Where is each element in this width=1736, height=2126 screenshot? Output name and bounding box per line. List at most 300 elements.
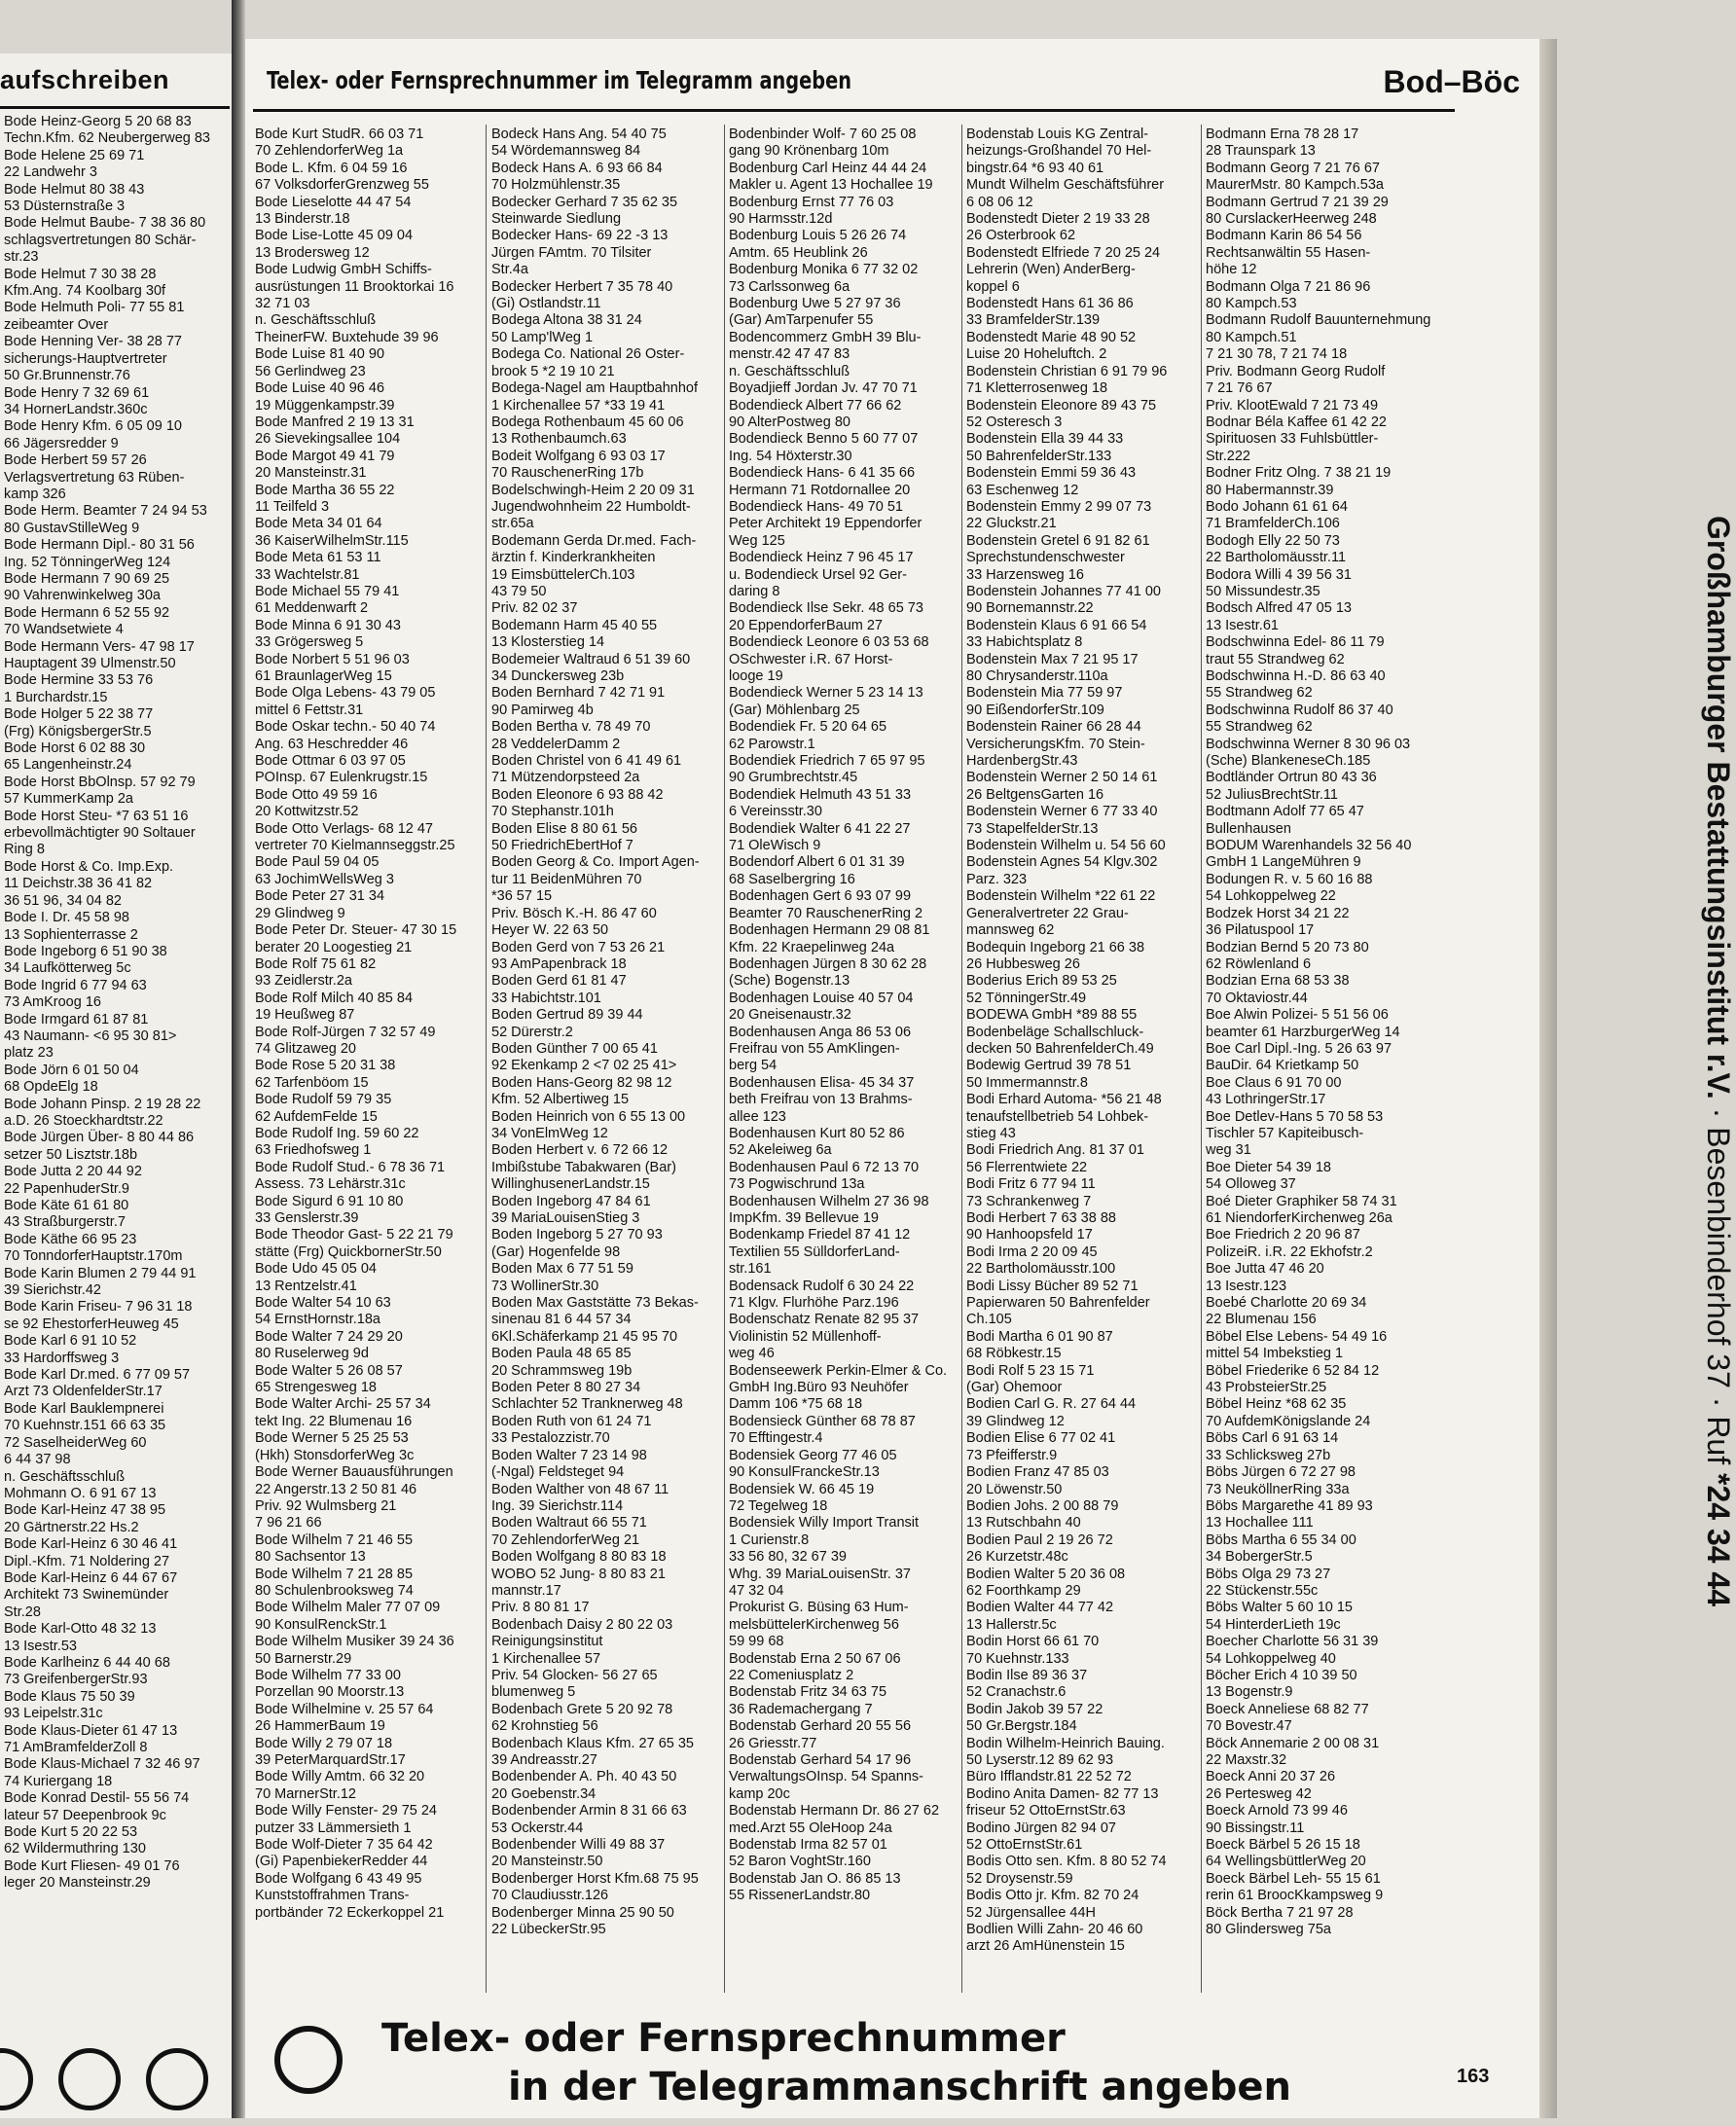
directory-entry-line: gang 90 Krönenbarg 10m: [729, 143, 889, 160]
directory-entry-line: Bodenbeläge Schallschluck-: [966, 1024, 1144, 1040]
directory-entry-line: Boe Dieter 54 39 18: [1206, 1159, 1331, 1175]
directory-entry-line: 33 Schlicksweg 27b: [1206, 1447, 1331, 1463]
directory-entry-line: Boebé Charlotte 20 69 34: [1206, 1295, 1367, 1312]
directory-entry-line: Bode Hermann 7 90 69 25: [4, 570, 170, 587]
directory-entry-line: Textilien 55 SülldorferLand-: [729, 1243, 900, 1260]
directory-entry-line: 13 Hallerstr.5c: [966, 1616, 1057, 1633]
directory-entry-line: 22 Comeniusplatz 2: [729, 1667, 854, 1683]
directory-entry-line: Bodo Johann 61 61 64: [1206, 498, 1348, 515]
directory-entry-line: Boe Detlev-Hans 5 70 58 53: [1206, 1108, 1384, 1125]
directory-entry-line: rerin 61 BroocKkampsweg 9: [1206, 1888, 1384, 1904]
directory-entry-line: Bodenstein Max 7 21 95 17: [966, 651, 1139, 667]
directory-entry-line: Bode Wilhelm 77 33 00: [255, 1667, 401, 1683]
directory-entry-line: Kunststoffrahmen Trans-: [255, 1888, 410, 1904]
directory-entry-line: Bodenstedt Elfriede 7 20 25 24: [966, 244, 1161, 261]
directory-entry-line: 90 Vahrenwinkelweg 30a: [4, 588, 161, 604]
directory-entry-line: 70 Holzmühlenstr.35: [491, 177, 621, 194]
directory-entry-line: beamter 61 HarzburgerWeg 14: [1206, 1024, 1400, 1040]
directory-entry-line: Bodi Lissy Bücher 89 52 71: [966, 1278, 1139, 1294]
book-gutter: [232, 0, 245, 2118]
directory-entry-line: Bode Karl-Heinz 6 30 46 41: [4, 1536, 178, 1553]
directory-entry-line: Bode Theodor Gast- 5 22 21 79: [255, 1227, 453, 1243]
directory-entry-line: 33 Habichtstr.101: [491, 990, 601, 1006]
directory-entry-line: Böbs Martha 6 55 34 00: [1206, 1531, 1356, 1548]
directory-entry-line: Boden Heinrich von 6 55 13 00: [491, 1108, 686, 1125]
directory-entry-line: 29 Glindweg 9: [255, 905, 345, 921]
directory-entry-line: Damm 106 *75 68 18: [729, 1396, 863, 1413]
directory-entry-line: 19 Müggenkampstr.39: [255, 397, 395, 414]
directory-entry-line: tekt Ing. 22 Blumenau 16: [255, 1413, 413, 1429]
directory-entry-line: 68 Röbkestr.15: [966, 1346, 1062, 1362]
directory-entry-line: Whg. 39 MariaLouisenStr. 37: [729, 1566, 911, 1582]
directory-entry-line: Boden Georg & Co. Import Agen-: [491, 854, 700, 871]
directory-entry-line: 55 Strandweg 62: [1206, 685, 1313, 702]
directory-entry-line: 13 Isestr.53: [4, 1638, 77, 1654]
directory-entry-line: 28 VeddelerDamm 2: [491, 736, 621, 752]
directory-entry-line: 61 BraunlagerWeg 15: [255, 668, 392, 684]
directory-entry-line: 71 OleWisch 9: [729, 838, 821, 854]
directory-entry-line: Böbs Jürgen 6 72 27 98: [1206, 1464, 1356, 1481]
directory-entry-line: Bode Horst Steu- *7 63 51 16: [4, 808, 189, 824]
directory-entry-line: Boe Carl Dipl.-Ing. 5 26 63 97: [1206, 1040, 1392, 1057]
directory-entry-line: Bodzian Erna 68 53 38: [1206, 973, 1350, 990]
directory-entry-line: n. Geschäftsschluß: [255, 312, 377, 329]
directory-entry-line: (Hkh) StonsdorferWeg 3c: [255, 1447, 415, 1463]
directory-entry-line: 56 Flerrentwiete 22: [966, 1159, 1088, 1175]
directory-entry-line: weg 46: [729, 1346, 775, 1362]
directory-entry-line: Bodenstab Louis KG Zentral-: [966, 126, 1148, 142]
directory-entry-line: 52 Dürerstr.2: [491, 1024, 573, 1040]
directory-entry-line: 33 Hardorffsweg 3: [4, 1350, 120, 1366]
directory-entry-line: 73 WollinerStr.30: [491, 1278, 599, 1294]
directory-entry-line: Bode Wilhelmine v. 25 57 64: [255, 1701, 434, 1717]
directory-entry-line: berater 20 Loogestieg 21: [255, 939, 413, 955]
directory-entry-line: Bode Irmgard 61 87 81: [4, 1011, 149, 1027]
directory-entry-line: Boe Alwin Polizei- 5 51 56 06: [1206, 1007, 1389, 1024]
directory-entry-line: heizungs-Großhandel 70 Hel-: [966, 143, 1152, 160]
directory-entry-line: tenaufstellbetrieb 54 Lohbek-: [966, 1108, 1149, 1125]
directory-entry-line: 71 Kletterrosenweg 18: [966, 380, 1108, 397]
directory-entry-line: mannstr.17: [491, 1582, 561, 1599]
right-page: [245, 39, 1736, 2118]
directory-entry-line: Bodenstab Gerhard 20 55 56: [729, 1718, 912, 1735]
directory-entry-line: 52 Droysenstr.59: [966, 1870, 1073, 1887]
directory-entry-line: Boden Gerd 61 81 47: [491, 973, 627, 990]
directory-entry-line: Bodschwinna Rudolf 86 37 40: [1206, 702, 1393, 718]
directory-entry-line: 13 Bogenstr.9: [1206, 1684, 1293, 1701]
directory-entry-line: Bodenhausen Anga 86 53 06: [729, 1024, 912, 1040]
directory-entry-line: Bodino Jürgen 82 94 07: [966, 1820, 1116, 1836]
directory-entry-line: 50 Gr.Bergstr.184: [966, 1718, 1077, 1735]
directory-entry-line: Bode Hermine 33 53 76: [4, 672, 154, 689]
directory-entry-line: Bodmann Karin 86 54 56: [1206, 228, 1362, 244]
directory-entry-line: Bodecker Gerhard 7 35 62 35: [491, 194, 678, 210]
directory-entry-line: mannsweg 62: [966, 922, 1055, 939]
directory-entry-line: 47 32 04: [729, 1582, 784, 1599]
directory-entry-line: Bode Werner Bauausführungen: [255, 1464, 453, 1481]
directory-entry-line: Bodsch Alfred 47 05 13: [1206, 600, 1352, 617]
directory-entry-line: Bodensiek Georg 77 46 05: [729, 1447, 897, 1463]
directory-entry-line: Bodenhausen Paul 6 72 13 70: [729, 1159, 920, 1175]
directory-entry-line: 26 HammerBaum 19: [255, 1718, 385, 1735]
directory-entry-line: 70 Oktaviostr.44: [1206, 990, 1308, 1006]
directory-entry-line: Bodendiek Fr. 5 20 64 65: [729, 719, 887, 736]
directory-entry-line: Bodschwinna Werner 8 30 96 03: [1206, 736, 1411, 752]
directory-entry-line: 33 Harzensweg 16: [966, 566, 1084, 583]
directory-entry-line: daring 8: [729, 583, 780, 599]
directory-entry-line: Luise 20 Hoheluftch. 2: [966, 346, 1107, 363]
directory-entry-line: Bode Luise 81 40 90: [255, 346, 385, 363]
directory-entry-line: Mohmann O. 6 91 67 13: [4, 1485, 157, 1501]
directory-entry-line: platz 23: [4, 1045, 54, 1062]
directory-entry-line: Bode Karl 6 91 10 52: [4, 1333, 137, 1350]
directory-entry-line: decken 50 BahrenfelderCh.49: [966, 1040, 1154, 1057]
directory-entry-line: 50 Barnerstr.29: [255, 1650, 352, 1667]
directory-entry-line: Bodendorf Albert 6 01 31 39: [729, 854, 905, 871]
directory-entry-line: Bode Horst 6 02 88 30: [4, 740, 146, 757]
directory-entry-line: u. Bodendieck Ursel 92 Ger-: [729, 566, 907, 583]
directory-entry-line: Bodien Elise 6 77 02 41: [966, 1430, 1116, 1447]
directory-entry-line: 13 Isestr.61: [1206, 617, 1279, 633]
directory-entry-line: Böbel Else Lebens- 54 49 16: [1206, 1328, 1388, 1345]
directory-entry-line: Boderius Erich 89 53 25: [966, 973, 1117, 990]
directory-entry-line: 90 KonsulRenckStr.1: [255, 1616, 387, 1633]
directory-entry-line: Techn.Kfm. 62 Neubergerweg 83: [4, 130, 210, 147]
directory-entry-line: str.161: [729, 1261, 772, 1278]
directory-entry-line: 54 Lohkoppelweg 40: [1206, 1650, 1336, 1667]
directory-entry-line: Bodenhagen Louise 40 57 04: [729, 990, 914, 1006]
directory-entry-line: 90 Bissingstr.11: [1206, 1820, 1305, 1836]
directory-entry-line: Bode Wilhelm 7 21 46 55: [255, 1531, 414, 1548]
directory-entry-line: 39 Andreasstr.27: [491, 1752, 597, 1768]
directory-entry-line: Bode Henning Ver- 38 28 77: [4, 334, 182, 350]
directory-entry-line: Kfm. 22 Kraepelinweg 24a: [729, 939, 895, 955]
directory-entry-line: Prokurist G. Büsing 63 Hum-: [729, 1600, 909, 1616]
directory-entry-line: Schlachter 52 Tranknerweg 48: [491, 1396, 683, 1413]
directory-entry-line: Boden Walter 7 23 14 98: [491, 1447, 647, 1463]
directory-entry-line: 52 Cranachstr.6: [966, 1684, 1067, 1701]
directory-entry-line: 43 79 50: [491, 583, 547, 599]
directory-entry-line: WillinghusenerLandstr.15: [491, 1176, 650, 1193]
directory-entry-line: 22 Stückenstr.55c: [1206, 1582, 1319, 1599]
directory-entry-line: 52 Baron VoghtStr.160: [729, 1854, 871, 1870]
directory-entry-line: Bodenbach Grete 5 20 92 78: [491, 1701, 673, 1717]
directory-entry-line: zeibeamter Over: [4, 316, 109, 333]
directory-entry-line: erbevollmächtigter 90 Soltauer: [4, 825, 196, 842]
directory-entry-line: Boé Dieter Graphiker 58 74 31: [1206, 1193, 1397, 1209]
directory-entry-line: Bode Karl-Heinz 47 38 95: [4, 1502, 166, 1519]
directory-entry-line: 74 Glitzaweg 20: [255, 1040, 356, 1057]
directory-entry-line: Bode Herbert 59 57 26: [4, 452, 147, 469]
directory-entry-line: 80 Sachsentor 13: [255, 1549, 366, 1566]
directory-entry-line: Bodega Altona 38 31 24: [491, 312, 642, 329]
directory-entry-line: 50 BahrenfelderStr.133: [966, 448, 1112, 464]
directory-entry-line: Bodenstab Irma 82 57 01: [729, 1837, 887, 1854]
directory-entry-line: Mundt Wilhelm Geschäftsführer: [966, 177, 1165, 194]
directory-entry-line: Bode Henry Kfm. 6 05 09 10: [4, 418, 182, 435]
directory-entry-line: Bode Willy 2 79 07 18: [255, 1735, 393, 1751]
directory-entry-line: ärztin f. Kinderkrankheiten: [491, 550, 656, 566]
directory-entry-line: traut 55 Strandweg 62: [1206, 651, 1345, 667]
page-header-title: Telex- oder Fernsprechnummer im Telegramm angeben: [267, 66, 852, 94]
directory-entry-line: Boden Wolfgang 8 80 83 18: [491, 1549, 667, 1566]
directory-entry-line: Bodenstein Agnes 54 Klgv.302: [966, 854, 1158, 871]
directory-entry-line: Priv. KlootEwald 7 21 73 49: [1206, 397, 1379, 414]
directory-entry-line: Bodenstein Klaus 6 91 66 54: [966, 617, 1147, 633]
directory-entry-line: Bode Manfred 2 19 13 31: [255, 414, 415, 430]
directory-entry-line: Kfm. 52 Albertiweg 15: [491, 1092, 630, 1108]
directory-entry-line: (Gar) AmTarpenufer 55: [729, 312, 874, 329]
directory-entry-line: Bode Willy Amtm. 66 32 20: [255, 1769, 425, 1785]
directory-entry-line: 33 Wachtelstr.81: [255, 566, 360, 583]
directory-entry-line: PolizeiR. i.R. 22 Ekhofstr.2: [1206, 1243, 1373, 1260]
directory-entry-line: 22 Landwehr 3: [4, 164, 97, 181]
directory-entry-line: Str.28: [4, 1604, 41, 1620]
directory-entry-line: Boeck Anneliese 68 82 77: [1206, 1701, 1369, 1717]
directory-entry-line: Bodenburg Carl Heinz 44 44 24: [729, 160, 927, 176]
directory-entry-line: MaurerMstr. 80 Kampch.53a: [1206, 177, 1384, 194]
directory-entry-line: 65 Langenheinstr.24: [4, 757, 132, 774]
directory-entry-line: putzer 33 Lämmersieth 1: [255, 1820, 412, 1836]
directory-entry-line: 80 Schulenbrooksweg 74: [255, 1582, 414, 1599]
directory-entry-line: Bode Karl Dr.med. 6 77 09 57: [4, 1367, 191, 1384]
directory-entry-line: 39 Sierichstr.42: [4, 1282, 101, 1299]
directory-entry-line: bingstr.64 *6 93 40 61: [966, 160, 1104, 176]
directory-entry-line: sicherungs-Hauptvertreter: [4, 350, 167, 367]
directory-entry-line: 61 NiendorferKirchenweg 26a: [1206, 1210, 1392, 1226]
directory-column-5: [1206, 126, 1435, 1938]
directory-entry-line: Bode Udo 45 05 04: [255, 1261, 377, 1278]
directory-entry-line: OSchwester i.R. 67 Horst-: [729, 651, 893, 667]
directory-entry-line: Ang. 63 Heschredder 46: [255, 736, 409, 752]
directory-entry-line: Boden Bertha v. 78 49 70: [491, 719, 651, 736]
directory-entry-line: 90 Bornemannstr.22: [966, 600, 1094, 617]
directory-entry-line: Boden Elise 8 80 61 56: [491, 820, 637, 837]
directory-entry-line: Bodencommerz GmbH 39 Blu-: [729, 329, 922, 345]
directory-entry-line: Bodmann Georg 7 21 76 67: [1206, 160, 1380, 176]
directory-entry-line: Bodequin Ingeborg 21 66 38: [966, 939, 1145, 955]
directory-entry-line: Böbel Friederike 6 52 84 12: [1206, 1362, 1380, 1379]
directory-entry-line: Bodora Willi 4 39 56 31: [1206, 566, 1352, 583]
directory-entry-line: menstr.42 47 47 83: [729, 346, 850, 363]
directory-entry-line: Bodecker Hans- 69 22 -3 13: [491, 228, 669, 244]
directory-entry-line: Boden Herbert v. 6 72 66 12: [491, 1142, 669, 1159]
directory-entry-line: Tischler 57 Kapiteibusch-: [1206, 1125, 1364, 1141]
directory-entry-line: 33 Pestalozzistr.70: [491, 1430, 610, 1447]
directory-entry-line: Bode Hermann Vers- 47 98 17: [4, 638, 195, 655]
directory-entry-line: Bodschwinna Edel- 86 11 79: [1206, 634, 1385, 651]
directory-entry-line: mittel 6 Fettstr.31: [255, 702, 364, 718]
directory-entry-line: Bode Karl-Heinz 6 44 67 67: [4, 1569, 178, 1586]
directory-entry-line: 90 Grumbrechtstr.45: [729, 770, 858, 786]
directory-entry-line: 73 GreifenbergerStr.93: [4, 1672, 148, 1688]
directory-entry-line: a.D. 26 Stoeckhardtstr.22: [4, 1112, 163, 1129]
directory-entry-line: HardenbergStr.43: [966, 753, 1078, 770]
directory-entry-line: 43 Straßburgerstr.7: [4, 1214, 126, 1231]
page-header-range: Bod–Böc: [1383, 64, 1520, 99]
directory-entry-line: Bodendieck Benno 5 60 77 07: [729, 431, 919, 448]
directory-entry-line: Bodmann Olga 7 21 86 96: [1206, 278, 1371, 295]
directory-entry-line: 13 Klosterstieg 14: [491, 634, 605, 651]
directory-entry-line: 26 Griesstr.77: [729, 1735, 817, 1751]
directory-entry-line: 63 Eschenweg 12: [966, 482, 1079, 498]
directory-entry-line: 1 Kirchenallee 57 *33 19 41: [491, 397, 666, 414]
directory-entry-line: 62 Foorthkamp 29: [966, 1582, 1081, 1599]
directory-entry-line: 36 KaiserWilhelmStr.115: [255, 532, 409, 549]
directory-entry-line: 54 Lohkoppelweg 22: [1206, 888, 1336, 905]
directory-entry-line: Bode Norbert 5 51 96 03: [255, 651, 410, 667]
directory-entry-line: Bode L. Kfm. 6 04 59 16: [255, 160, 408, 176]
directory-entry-line: Bodendiek Walter 6 41 22 27: [729, 820, 911, 837]
directory-entry-line: Bode Olga Lebens- 43 79 05: [255, 685, 436, 702]
directory-entry-line: Bodeit Wolfgang 6 93 03 17: [491, 448, 666, 464]
directory-entry-line: 57 KummerKamp 2a: [4, 791, 133, 808]
directory-entry-line: 73 Schrankenweg 7: [966, 1193, 1092, 1209]
directory-entry-line: Peter Architekt 19 Eppendorfer: [729, 516, 922, 532]
directory-entry-line: Bode Willy Fenster- 29 75 24: [255, 1803, 437, 1820]
directory-entry-line: Bodenbach Klaus Kfm. 27 65 35: [491, 1735, 694, 1751]
directory-entry-line: 33 56 80, 32 67 39: [729, 1549, 847, 1566]
directory-entry-line: Boden Max 6 77 51 59: [491, 1261, 633, 1278]
directory-entry-line: Bodi Erhard Automa- *56 21 48: [966, 1092, 1162, 1108]
directory-entry-line: 63 JochimWellsWeg 3: [255, 871, 394, 887]
left-page-column: [4, 114, 228, 1892]
directory-entry-line: 33 Genslerstr.39: [255, 1210, 359, 1226]
page-edge: [1539, 39, 1557, 2118]
directory-entry-line: 34 BobergerStr.5: [1206, 1549, 1313, 1566]
directory-entry-line: 72 SaselheiderWeg 60: [4, 1434, 147, 1451]
directory-entry-line: Bode Meta 61 53 11: [255, 550, 381, 566]
directory-entry-line: WOBO 52 Jung- 8 80 83 21: [491, 1566, 666, 1582]
directory-entry-line: 55 RissenerLandstr.80: [729, 1888, 871, 1904]
directory-entry-line: 19 EimsbüttelerCh.103: [491, 566, 635, 583]
directory-entry-line: Boden Gerd von 7 53 26 21: [491, 939, 666, 955]
directory-entry-line: Bode Kurt 5 20 22 53: [4, 1824, 138, 1841]
directory-entry-line: 70 AufdemKönigslande 24: [1206, 1413, 1371, 1429]
directory-entry-line: Boden Günther 7 00 65 41: [491, 1040, 658, 1057]
directory-entry-line: 73 AmKroog 16: [4, 994, 101, 1011]
directory-column-1: [255, 126, 481, 1922]
directory-entry-line: Bodner Fritz Olng. 7 38 21 19: [1206, 465, 1392, 482]
directory-column-4: [966, 126, 1196, 1956]
directory-entry-line: 62 Parowstr.1: [729, 736, 815, 752]
directory-entry-line: 71 BramfelderCh.106: [1206, 516, 1340, 532]
directory-entry-line: 90 Hanhoopsfeld 17: [966, 1227, 1093, 1243]
directory-entry-line: Bode Jutta 2 20 44 92: [4, 1164, 142, 1180]
directory-entry-line: 13 Binderstr.18: [255, 211, 350, 228]
directory-entry-line: Bodenbender A. Ph. 40 43 50: [491, 1769, 677, 1785]
directory-entry-line: Bode Werner 5 25 25 53: [255, 1430, 409, 1447]
directory-entry-line: 22 Bartholomäusstr.11: [1206, 550, 1347, 566]
directory-entry-line: Bode Wolfgang 6 43 49 95: [255, 1870, 422, 1887]
directory-entry-line: 54 Olloweg 37: [1206, 1176, 1296, 1193]
directory-entry-line: Bode Helmut Baube- 7 38 36 80: [4, 215, 206, 232]
directory-entry-line: Boeck Bärbel Leh- 55 15 61: [1206, 1870, 1381, 1887]
directory-entry-line: 34 HornerLandstr.360c: [4, 401, 148, 417]
directory-entry-line: Bodensieck Günther 68 78 87: [729, 1413, 916, 1429]
directory-entry-line: Makler u. Agent 13 Hochallee 19: [729, 177, 933, 194]
page-number: 163: [1457, 2066, 1490, 2087]
directory-entry-line: 80 GustavStilleWeg 9: [4, 520, 140, 536]
directory-entry-line: 36 51 96, 34 04 82: [4, 892, 122, 909]
directory-entry-line: Bodenbender Armin 8 31 66 63: [491, 1803, 687, 1820]
directory-entry-line: Bode Martha 36 55 22: [255, 482, 395, 498]
directory-entry-line: Boe Friedrich 2 20 96 87: [1206, 1227, 1360, 1243]
directory-entry-line: (Gi) PapenbiekerRedder 44: [255, 1854, 428, 1870]
directory-entry-line: 20 Schrammsweg 19b: [491, 1362, 633, 1379]
directory-entry-line: Bodin Jakob 39 57 22: [966, 1701, 1103, 1717]
directory-entry-line: koppel 6: [966, 278, 1020, 295]
directory-entry-line: Bode Paul 59 04 05: [255, 854, 380, 871]
directory-entry-line: Papierwaren 50 Bahrenfelder: [966, 1295, 1150, 1312]
directory-entry-line: 70 Kuehnstr.133: [966, 1650, 1069, 1667]
directory-entry-line: allee 123: [729, 1108, 786, 1125]
directory-entry-line: se 92 EhestorferHeuweg 45: [4, 1315, 179, 1332]
directory-entry-line: Bodien Carl G. R. 27 64 44: [966, 1396, 1137, 1413]
directory-entry-line: Amtm. 65 Heublink 26: [729, 244, 868, 261]
directory-entry-line: 26 Kurzetstr.48c: [966, 1549, 1068, 1566]
ad-address: · Besenbinderhof 37 · Ruf: [1701, 1099, 1736, 1473]
directory-entry-line: Bodenbach Daisy 2 80 22 03: [491, 1616, 673, 1633]
directory-entry-line: Bodenstab Jan O. 86 85 13: [729, 1870, 901, 1887]
directory-entry-line: 92 Ekenkamp 2 <7 02 25 41>: [491, 1058, 677, 1074]
directory-entry-line: 68 Saselbergring 16: [729, 871, 855, 887]
directory-entry-line: Bodenstab Hermann Dr. 86 27 62: [729, 1803, 940, 1820]
directory-entry-line: Bode Michael 55 79 41: [255, 583, 400, 599]
directory-entry-line: (Gi) Ostlandstr.11: [491, 296, 601, 312]
directory-entry-line: Ring 8: [4, 842, 45, 858]
directory-entry-line: Bodenstein Werner 6 77 33 40: [966, 804, 1158, 820]
directory-entry-line: 26 BeltgensGarten 16: [966, 786, 1104, 803]
directory-entry-line: Bodenhagen Hermann 29 08 81: [729, 922, 930, 939]
directory-entry-line: Bode Rolf Milch 40 85 84: [255, 990, 414, 1006]
directory-entry-line: 26 Hubbesweg 26: [966, 955, 1080, 972]
directory-entry-line: Steinwarde Siedlung: [491, 211, 622, 228]
directory-entry-line: Bodzek Horst 34 21 22: [1206, 905, 1350, 921]
directory-entry-line: Bodenhausen Wilhelm 27 36 98: [729, 1193, 929, 1209]
directory-entry-line: Bodenstein Johannes 77 41 00: [966, 583, 1161, 599]
directory-entry-line: Bodenburg Louis 5 26 26 74: [729, 228, 907, 244]
directory-entry-line: 22 Bartholomäusstr.100: [966, 1261, 1116, 1278]
directory-entry-line: VerwaltungsOInsp. 54 Spanns-: [729, 1769, 923, 1785]
directory-entry-line: 20 Mansteinstr.31: [255, 465, 367, 482]
directory-entry-line: 52 Osteresch 3: [966, 414, 1063, 430]
medical-icon: [146, 2048, 208, 2110]
left-page-icons: [0, 2048, 232, 2126]
directory-entry-line: beth Freifrau von 13 Brahms-: [729, 1092, 913, 1108]
directory-entry-line: Bode Ingeborg 6 51 90 38: [4, 943, 167, 959]
directory-entry-line: Bode Johann Pinsp. 2 19 28 22: [4, 1096, 201, 1112]
directory-entry-line: Bode Helene 25 69 71: [4, 147, 145, 163]
directory-entry-line: 62 Wildermuthring 130: [4, 1841, 146, 1857]
directory-entry-line: 53 Düsternstraße 3: [4, 198, 126, 215]
directory-entry-line: Bode Meta 34 01 64: [255, 516, 382, 532]
left-page: [0, 54, 232, 2118]
directory-entry-line: Bodega-Nagel am Hauptbahnhof: [491, 380, 699, 397]
header-rule: [253, 109, 1455, 112]
directory-entry-line: 52 TönningerStr.49: [966, 990, 1087, 1006]
directory-entry-line: 73 NeuköllnerRing 33a: [1206, 1481, 1350, 1497]
directory-entry-line: Bodnar Béla Kaffee 61 42 22: [1206, 414, 1387, 430]
directory-entry-line: berg 54: [729, 1058, 778, 1074]
directory-entry-line: Bodin Ilse 89 36 37: [966, 1667, 1088, 1683]
directory-entry-line: 13 Brodersweg 12: [255, 244, 370, 261]
directory-entry-line: mittel 54 Imbekstieg 1: [1206, 1346, 1344, 1362]
left-heading-rule: [0, 106, 230, 109]
directory-entry-line: Bodenstein Wilhelm u. 54 56 60: [966, 838, 1166, 854]
directory-entry-line: Priv. 54 Glocken- 56 27 65: [491, 1667, 658, 1683]
directory-entry-line: Bode Rudolf Stud.- 6 78 36 71: [255, 1159, 446, 1175]
